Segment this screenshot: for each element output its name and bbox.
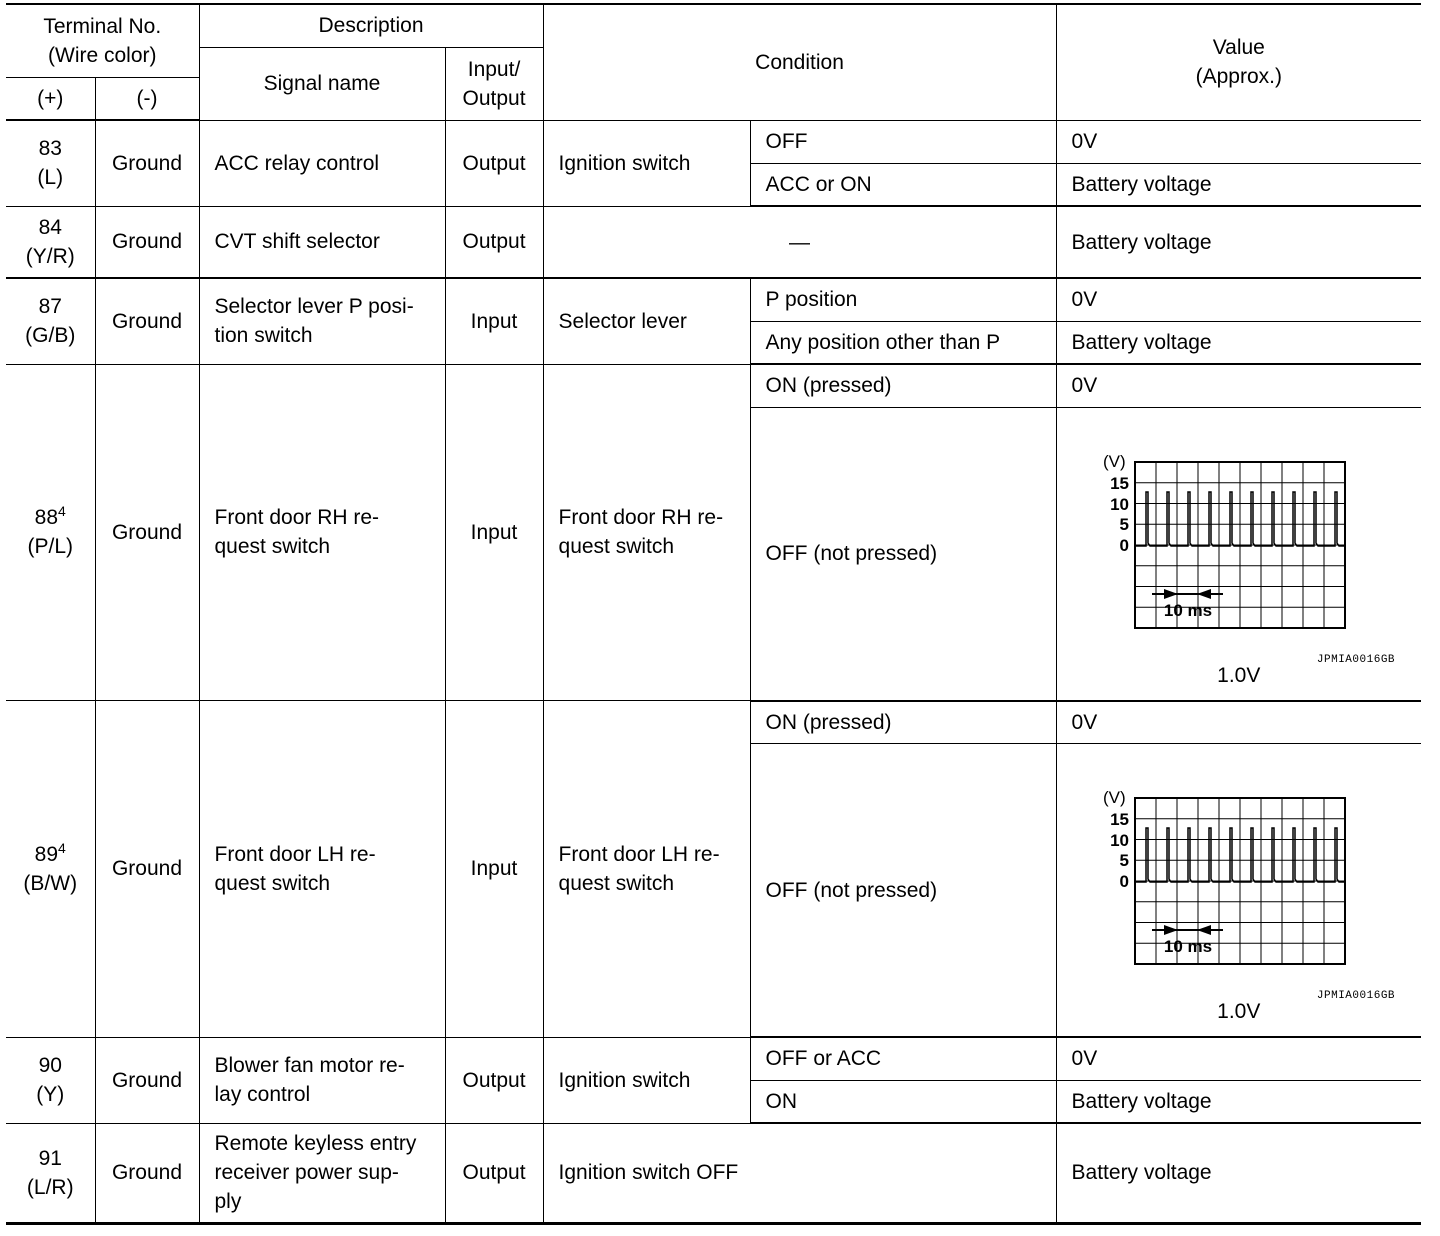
signal-name-cell: Blower fan motor re- lay control [199, 1037, 445, 1123]
value-cell: Battery voltage [1056, 1123, 1421, 1223]
value-cell-oscilloscope [1056, 744, 1421, 1038]
minus-cell: Ground [95, 120, 199, 206]
condition-cell: Front door RH re- quest switch [543, 364, 750, 701]
io-cell: Input [445, 364, 543, 701]
scope-tick-label: 5 [1119, 851, 1129, 870]
state-cell: ACC or ON [750, 163, 1056, 206]
terminal-cell: $88^4$ (P/L) [6, 364, 95, 701]
signal-name-cell: Front door LH re- quest switch [199, 701, 445, 1038]
state-cell: OFF (not pressed) [750, 744, 1056, 1038]
condition-cell: Ignition switch [543, 120, 750, 206]
state-cell: ON [750, 1080, 1056, 1123]
state-cell: OFF or ACC [750, 1037, 1056, 1080]
header-input-output: Input/ Output [445, 47, 543, 120]
terminal-cell: 91 (L/R) [6, 1123, 95, 1223]
minus-cell: Ground [95, 278, 199, 364]
value-cell: 0V [1056, 701, 1421, 744]
state-cell: ON (pressed) [750, 701, 1056, 744]
scope-tick-label: 0 [1119, 535, 1129, 555]
header-description: Description [199, 4, 543, 47]
minus-cell: Ground [95, 206, 199, 278]
condition-cell: — [543, 206, 1056, 278]
signal-name-cell: Front door RH re- quest switch [199, 364, 445, 701]
scope-tick-label: 5 [1119, 514, 1129, 534]
time-scale-label: 10 ms [1163, 600, 1212, 620]
scope-unit-label: (V) [1102, 788, 1126, 807]
signal-name-cell: Selector lever P posi- tion switch [199, 278, 445, 364]
scope-tick-label: 10 [1109, 494, 1129, 514]
value-cell: 0V [1056, 278, 1421, 321]
signal-name-cell: ACC relay control [199, 120, 445, 206]
terminal-cell: 87 (G/B) [6, 278, 95, 364]
io-cell: Input [445, 278, 543, 364]
minus-cell: Ground [95, 701, 199, 1038]
condition-cell: Front door LH re- quest switch [543, 701, 750, 1038]
minus-cell: Ground [95, 364, 199, 701]
terminal-cell: 83 (L) [6, 120, 95, 206]
scope-unit-label: (V) [1102, 451, 1126, 471]
state-cell: P position [750, 278, 1056, 321]
value-cell: 0V [1056, 364, 1421, 407]
signal-name-cell: Remote keyless entry receiver power sup- ply [199, 1123, 445, 1223]
io-cell: Output [445, 1123, 543, 1223]
state-cell: OFF (not pressed) [750, 407, 1056, 701]
header-condition: Condition [543, 4, 1056, 120]
io-cell: Output [445, 1037, 543, 1123]
header-signal-name: Signal name [199, 47, 445, 120]
figure-code: JPMIA0016GB [1316, 653, 1396, 666]
value-text: 1.0V [1217, 663, 1261, 687]
header-terminal-no: Terminal No. (Wire color) [6, 4, 199, 77]
terminal-spec-table [6, 3, 1421, 1225]
state-cell: Any position other than P [750, 321, 1056, 364]
minus-cell: Ground [95, 1037, 199, 1123]
state-cell: OFF [750, 120, 1056, 163]
time-marker-arrow-left [1197, 589, 1211, 599]
terminal-cell: 90 (Y) [6, 1037, 95, 1123]
minus-cell: Ground [95, 1123, 199, 1223]
state-cell: ON (pressed) [750, 364, 1056, 407]
header-value: Value (Approx.) [1056, 4, 1421, 120]
condition-cell: Ignition switch OFF [543, 1123, 1056, 1223]
condition-cell: Ignition switch [543, 1037, 750, 1123]
io-cell: Output [445, 206, 543, 278]
value-cell: Battery voltage [1056, 163, 1421, 206]
value-cell: 0V [1056, 1037, 1421, 1080]
terminal-cell: 84 (Y/R) [6, 206, 95, 278]
scope-tick-label: 15 [1109, 473, 1129, 493]
value-cell: Battery voltage [1056, 206, 1421, 278]
io-cell: Input [445, 701, 543, 1038]
figure-code: JPMIA0016GB [1316, 990, 1396, 1002]
value-cell: 0V [1056, 120, 1421, 163]
header-plus: (+) [6, 77, 95, 120]
terminal-cell: $89^4$ (B/W) [6, 701, 95, 1038]
value-cell: Battery voltage [1056, 1080, 1421, 1123]
time-marker-arrow-left [1197, 925, 1211, 935]
time-scale-label: 10 ms [1163, 937, 1212, 956]
header-minus: (-) [95, 77, 199, 120]
condition-cell: Selector lever [543, 278, 750, 364]
value-cell: Battery voltage [1056, 321, 1421, 364]
io-cell: Output [445, 120, 543, 206]
scope-tick-label: 15 [1109, 810, 1129, 829]
signal-name-cell: CVT shift selector [199, 206, 445, 278]
scope-tick-label: 0 [1119, 872, 1129, 891]
time-marker-arrow-right [1164, 589, 1178, 599]
scope-tick-label: 10 [1109, 831, 1129, 850]
value-text: 1.0V [1217, 1000, 1261, 1023]
value-cell-oscilloscope [1056, 407, 1421, 701]
time-marker-arrow-right [1164, 925, 1178, 935]
